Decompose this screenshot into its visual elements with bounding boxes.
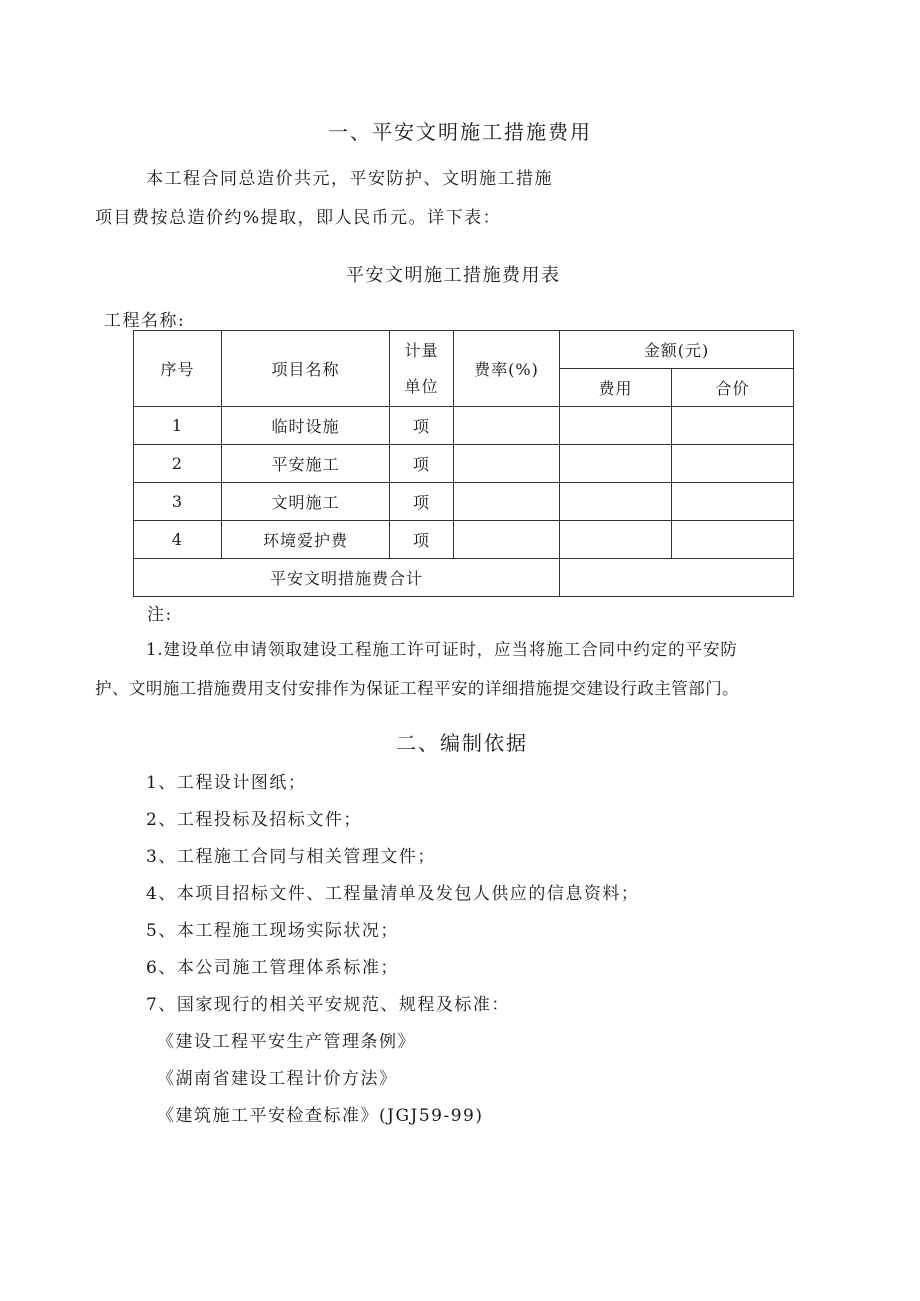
total-value [560, 559, 794, 597]
notes-label: 注: [147, 605, 173, 625]
row-rate [454, 445, 560, 483]
row-unit: 项 [390, 521, 454, 559]
standard-2: 《湖南省建设工程计价方法》 [157, 1069, 398, 1089]
row-cost [560, 407, 672, 445]
row-total [672, 407, 794, 445]
intro-line-2: 项目费按总造价约%提取，即人民币元。详下表： [95, 208, 502, 228]
row-seq: 4 [134, 521, 222, 559]
fee-table [133, 330, 794, 597]
row-cost [560, 521, 672, 559]
header-cost: 费用 [560, 369, 672, 407]
row-item: 平安施工 [222, 445, 390, 483]
header-unit-top: 计量 [404, 340, 439, 360]
standard-3: 《建筑施工平安检查标准》(JGJ59-99) [157, 1106, 484, 1126]
row-seq: 2 [134, 445, 222, 483]
row-unit: 项 [390, 407, 454, 445]
section1-heading: 一、平安文明施工措施费用 [328, 120, 592, 144]
header-unit-bottom: 单位 [404, 376, 439, 396]
header-unit [390, 331, 454, 407]
project-name-label: 工程名称: [104, 311, 186, 331]
row-cost [560, 483, 672, 521]
row-item: 文明施工 [222, 483, 390, 521]
row-cost [560, 445, 672, 483]
table-row [134, 483, 794, 521]
table-row [134, 445, 794, 483]
row-rate [454, 521, 560, 559]
intro-line-1: 本工程合同总造价共元，平安防护、文明施工措施 [146, 169, 553, 189]
basis-item-2: 2、工程投标及招标文件； [146, 810, 362, 830]
header-total: 合价 [672, 369, 794, 407]
basis-item-6: 6、本公司施工管理体系标准； [146, 958, 399, 978]
total-row [134, 559, 794, 597]
row-unit: 项 [390, 483, 454, 521]
row-rate [454, 407, 560, 445]
row-item: 临时设施 [222, 407, 390, 445]
row-total [672, 445, 794, 483]
header-seq: 序号 [134, 331, 222, 407]
row-total [672, 483, 794, 521]
basis-item-4: 4、本项目招标文件、工程量清单及发包人供应的信息资料； [146, 884, 640, 904]
basis-item-5: 5、本工程施工现场实际状况； [146, 921, 399, 941]
header-item: 项目名称 [222, 331, 390, 407]
row-rate [454, 483, 560, 521]
table-row [134, 407, 794, 445]
note1-line1: 1.建设单位申请领取建设工程施工许可证时，应当将施工合同中约定的平安防 [146, 640, 738, 659]
header-amount: 金额(元) [560, 331, 794, 369]
note1-line2: 护、文明施工措施费用支付安排作为保证工程平安的详细措施提交建设行政主管部门。 [95, 679, 740, 698]
table-caption: 平安文明施工措施费用表 [346, 265, 561, 286]
standard-1: 《建设工程平安生产管理条例》 [157, 1032, 416, 1052]
basis-item-3: 3、工程施工合同与相关管理文件； [146, 847, 436, 867]
section2-heading: 二、编制依据 [396, 731, 528, 755]
row-seq: 1 [134, 407, 222, 445]
row-item: 环境爱护费 [222, 521, 390, 559]
total-label: 平安文明措施费合计 [134, 559, 560, 597]
row-unit: 项 [390, 445, 454, 483]
row-total [672, 521, 794, 559]
row-seq: 3 [134, 483, 222, 521]
basis-item-7: 7、国家现行的相关平安规范、规程及标准： [146, 995, 510, 1015]
basis-item-1: 1、工程设计图纸； [146, 773, 307, 793]
table-row [134, 521, 794, 559]
header-rate: 费率(%) [454, 331, 560, 407]
